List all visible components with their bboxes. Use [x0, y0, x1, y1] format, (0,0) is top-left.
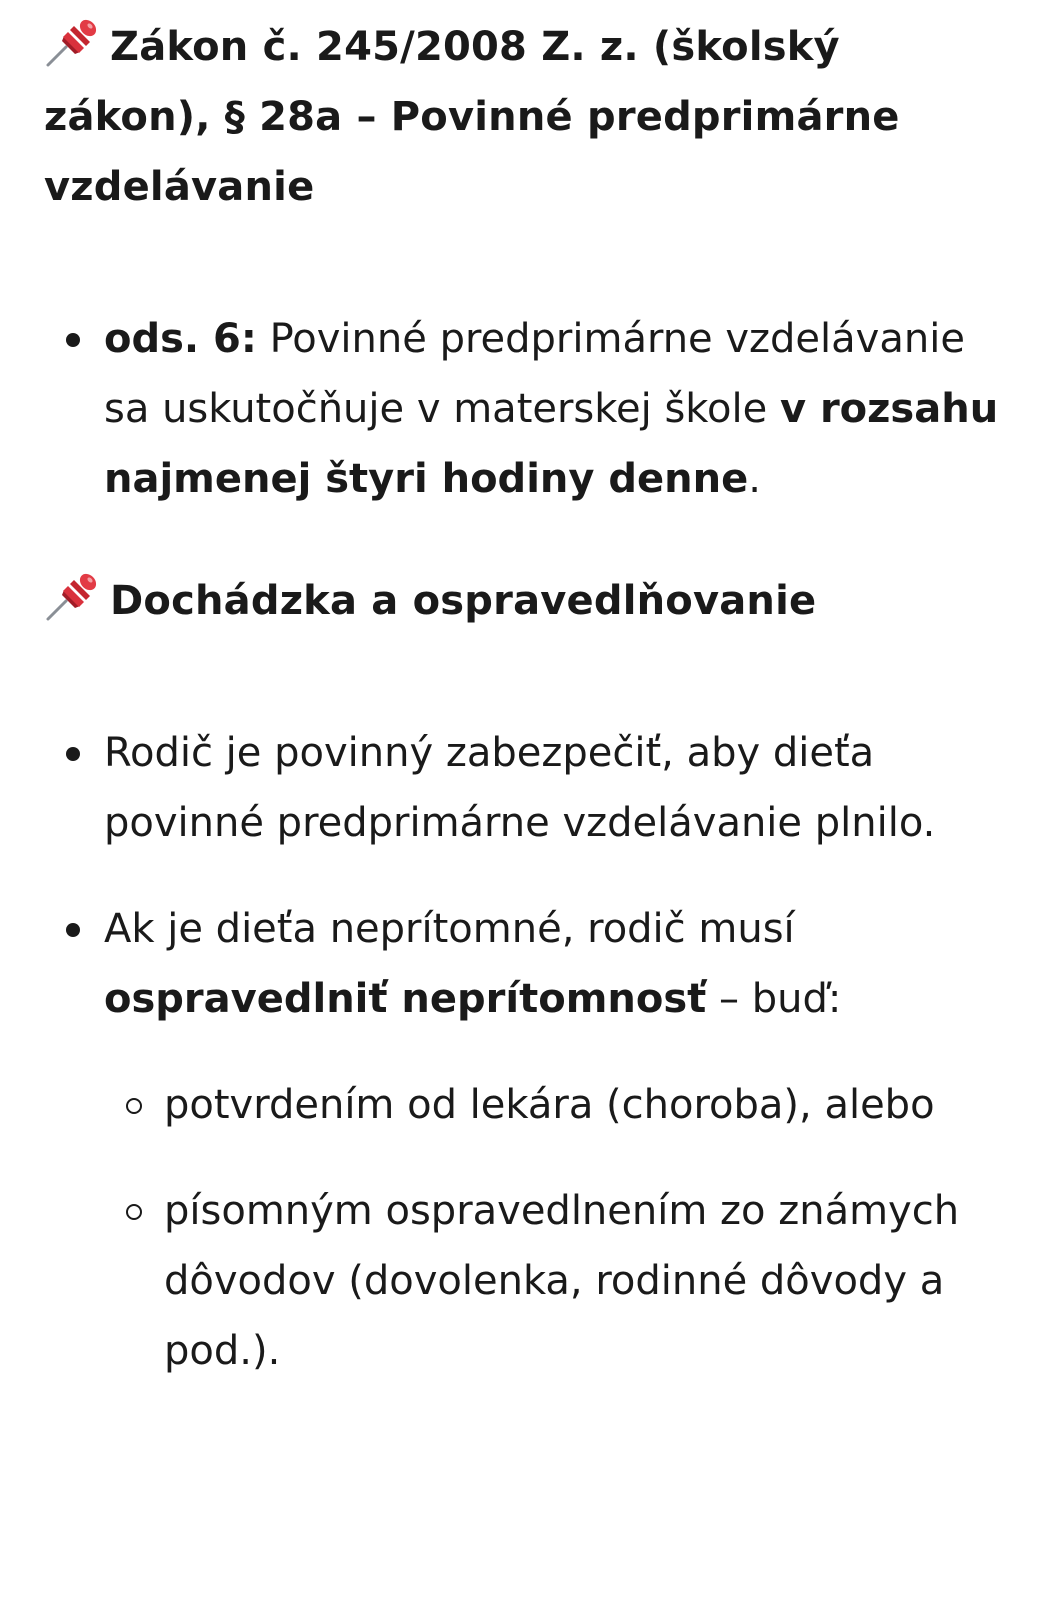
bullet-circle — [126, 1204, 142, 1220]
sublist-item — [104, 1176, 999, 1386]
list-item — [44, 718, 999, 858]
heading-text: Dochádzka a ospravedlňovanie — [110, 578, 817, 624]
law-list — [44, 304, 999, 514]
bullet-disc — [66, 333, 80, 347]
item-text: Rodič je povinný zabezpečiť, aby dieťa povinné predprimárne vzdelávanie plnilo. — [104, 730, 936, 846]
item-text-end: . — [748, 456, 761, 502]
bullet-disc — [66, 747, 80, 761]
heading-text: Zákon č. 245/2008 Z. z. (školský zákon), § 28a – Povinné predprimárne vzdelávanie — [44, 24, 900, 210]
item-bold-text: v rozsahu najmenej štyri hodiny denne — [104, 386, 999, 502]
section-heading-law — [44, 12, 999, 222]
subitem-text: potvrdením od lekára (choroba), alebo — [164, 1082, 935, 1128]
section-heading-attendance — [44, 566, 999, 636]
sublist-item — [104, 1070, 999, 1140]
item-text: Povinné predprimárne vzdelávanie sa uskutočňuje v materskej škole — [104, 316, 965, 432]
excuse-sublist — [104, 1070, 999, 1386]
bullet-disc — [66, 923, 80, 937]
subitem-text: písomným ospravedlnením zo známych dôvodov (dovolenka, rodinné dôvody a pod.). — [164, 1188, 960, 1374]
item-text-end: – buď: — [706, 976, 842, 1022]
item-bold-text: ospravedlniť neprítomnosť — [104, 976, 707, 1022]
list-item — [44, 304, 999, 514]
item-text: Ak je dieťa neprítomné, rodič musí — [104, 906, 795, 952]
list-item — [44, 894, 999, 1386]
bullet-circle — [126, 1098, 142, 1114]
pushpin-icon — [44, 16, 100, 68]
item-label: ods. 6: — [104, 316, 257, 362]
pushpin-icon — [44, 570, 100, 622]
attendance-list — [44, 718, 999, 1386]
